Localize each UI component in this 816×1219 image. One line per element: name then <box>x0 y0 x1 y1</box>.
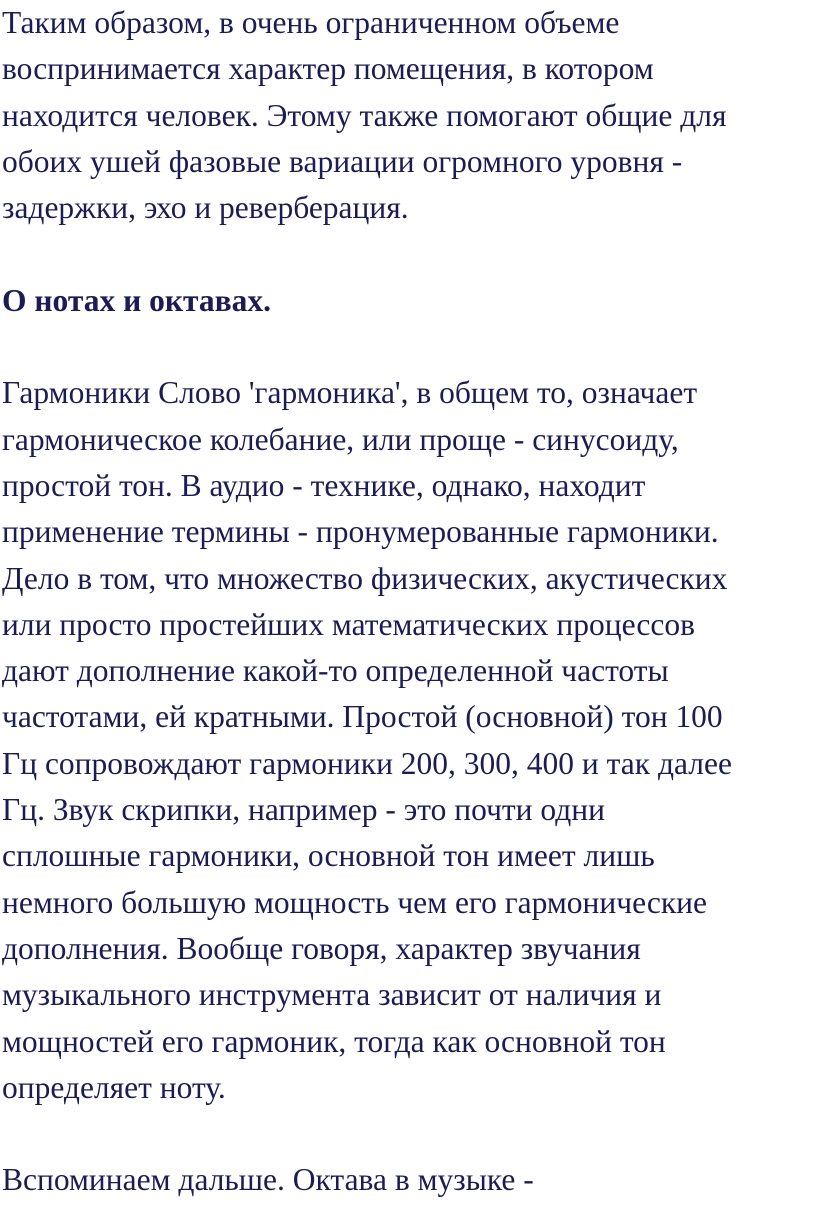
text-line: Дело в том, что множество физических, акустических <box>2 560 728 596</box>
text-line: немного большую мощность чем его гармонические <box>2 884 707 920</box>
paragraph-spacer <box>2 324 814 370</box>
text-line: Гц. Звук скрипки, например - это почти одни <box>2 792 605 828</box>
text-line: обоих ушей фазовые вариации огромного уровня - <box>2 143 683 179</box>
text-line: дополнения. Вообще говоря, характер звучания <box>2 930 641 966</box>
document-page <box>2 0 814 1204</box>
paragraph-spacer <box>2 231 814 277</box>
heading-text: О нотах и октавах. <box>2 282 272 318</box>
text-line: определяет ноту. <box>2 1069 226 1105</box>
text-line: задержки, эхо и реверберация. <box>2 190 409 226</box>
text-line: частотами, ей кратными. Простой (основной) тон 100 <box>2 699 723 735</box>
section-heading <box>2 278 814 324</box>
text-line: или просто простейших математических процессов <box>2 606 695 642</box>
text-line: Вспоминаем дальше. Октава в музыке - <box>2 1162 534 1198</box>
paragraph-octave <box>2 1157 814 1203</box>
text-line: Гармоники Слово 'гармоника', в общем то, означает <box>2 375 698 411</box>
text-line: мощностей его гармоник, тогда как основной тон <box>2 1023 666 1059</box>
paragraph-spacer <box>2 1111 814 1157</box>
text-line: гармоническое колебание, или проще - синусоиду, <box>2 421 679 457</box>
text-line: находится человек. Этому также помогают общие для <box>2 97 727 133</box>
text-line: простой тон. В аудио - технике, однако, находит <box>2 467 646 503</box>
text-line: сплошные гармоники, основной тон имеет лишь <box>2 838 655 874</box>
text-line: Гц сопровождают гармоники 200, 300, 400 и так далее <box>2 745 732 781</box>
text-line: применение термины - пронумерованные гармоники. <box>2 514 719 550</box>
text-line: дают дополнение какой-то определенной частоты <box>2 653 669 689</box>
paragraph-harmonics <box>2 370 814 1111</box>
text-line: Таким образом, в очень ограниченном объеме <box>2 5 620 40</box>
paragraph-room-perception <box>2 0 814 231</box>
text-line: воспринимается характер помещения, в котором <box>2 51 654 87</box>
text-line: музыкального инструмента зависит от наличия и <box>2 977 662 1013</box>
